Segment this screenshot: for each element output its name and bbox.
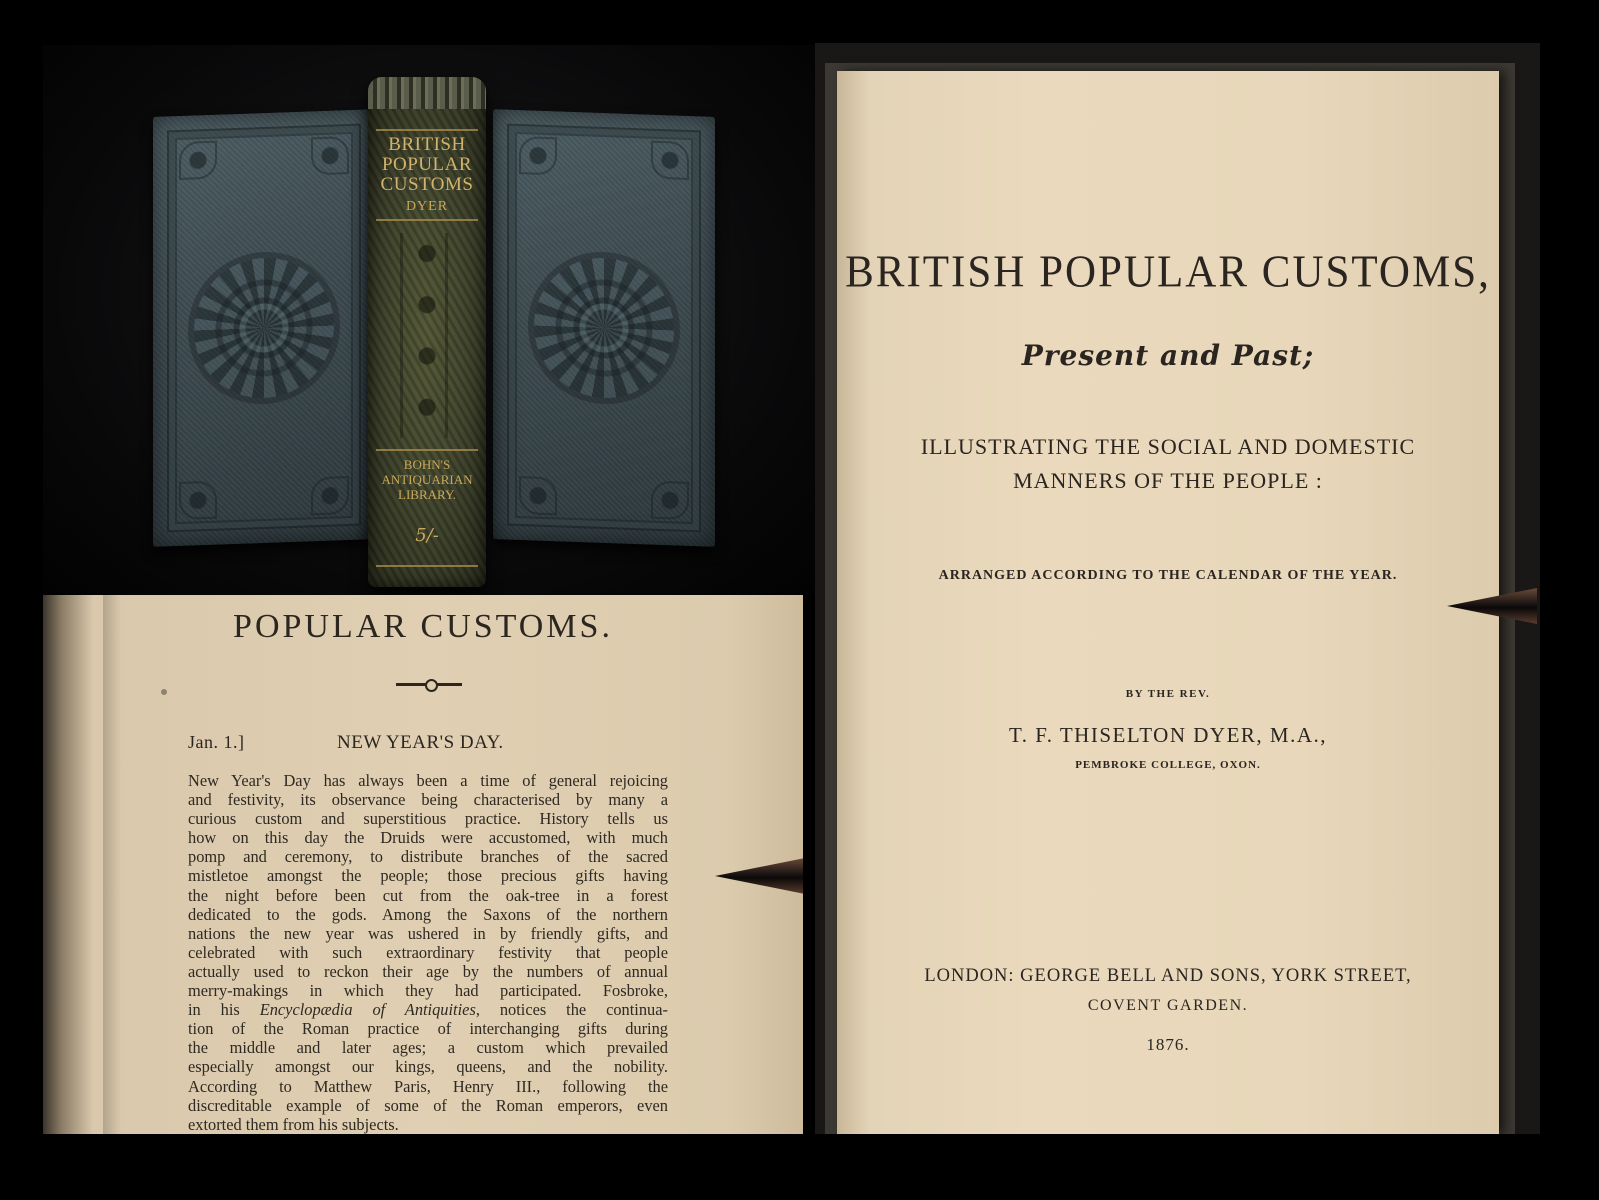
publisher-line-1: LONDON: GEORGE BELL AND SONS, YORK STREET, bbox=[924, 966, 1412, 986]
body-line: New Year's Day has always been a time of general rejoicing bbox=[188, 771, 668, 790]
pen-nib-pointer bbox=[715, 858, 803, 894]
date-mark: Jan. 1.] bbox=[188, 732, 245, 752]
body-line: pomp and ceremony, to distribute branches of the sacred bbox=[188, 847, 668, 867]
page-heading: POPULAR CUSTOMS. bbox=[233, 608, 613, 645]
author-college: PEMBROKE COLLEGE, OXON. bbox=[1075, 759, 1261, 771]
body-line: how on this day the Druids were accustomed, with much bbox=[188, 828, 668, 848]
body-line: dedicated to the gods. Among the Saxons of the northern bbox=[188, 904, 668, 924]
divider-ornament bbox=[396, 683, 462, 686]
by-line: BY THE REV. bbox=[1125, 688, 1211, 700]
spine-price: 5/- bbox=[415, 525, 439, 546]
book-spine bbox=[368, 77, 486, 587]
body-line: discreditable example of some of the Roman emperors, even bbox=[188, 1095, 668, 1115]
text-page-photo bbox=[43, 595, 803, 1134]
front-board bbox=[153, 109, 375, 547]
subtitle: Present and Past; bbox=[1021, 339, 1315, 372]
publication-year: 1876. bbox=[1146, 1035, 1190, 1054]
body-line: and festivity, its observance being characterised by many a bbox=[188, 790, 668, 810]
book-cover-photo bbox=[43, 45, 818, 595]
spine-ornament bbox=[382, 233, 472, 438]
body-line: mistletoe amongst the people; those precious gifts having bbox=[188, 866, 668, 886]
title-page-photo bbox=[815, 43, 1540, 1134]
main-title: BRITISH POPULAR CUSTOMS, bbox=[845, 247, 1491, 298]
spine-title: BRITISH POPULAR CUSTOMS bbox=[380, 134, 474, 195]
back-board bbox=[493, 109, 715, 547]
publisher-line-2: COVENT GARDEN. bbox=[1087, 997, 1249, 1014]
body-line: nations the new year was ushered in by friendly gifts, and bbox=[188, 923, 668, 943]
description-line-2: MANNERS OF THE PEOPLE : bbox=[1013, 468, 1323, 493]
arrangement-note: ARRANGED ACCORDING TO THE CALENDAR OF THE YEAR. bbox=[938, 568, 1398, 583]
frayed-spine-top bbox=[368, 77, 486, 109]
body-line: According to Matthew Paris, Henry III., following the bbox=[188, 1076, 668, 1096]
day-title: NEW YEAR'S DAY. bbox=[337, 732, 504, 753]
body-line: extorted them from his subjects. bbox=[188, 1114, 399, 1134]
body-line-with-italic: in his Encyclopædia of Antiquities, notices the continua- bbox=[188, 1000, 668, 1020]
body-text bbox=[188, 771, 668, 1134]
body-line: actually used to reckon their age by the numbers of annual bbox=[188, 961, 668, 981]
spine-library-label: BOHN'S ANTIQUARIAN LIBRARY. bbox=[381, 457, 473, 502]
body-line: the middle and later ages; a custom which prevailed bbox=[188, 1038, 668, 1058]
title-page-leaf bbox=[837, 71, 1499, 1134]
body-line: especially amongst our kings, queens, and the nobility. bbox=[188, 1057, 668, 1077]
body-line: curious custom and superstitious practice. History tells us bbox=[188, 809, 668, 829]
description-line-1: ILLUSTRATING THE SOCIAL AND DOMESTIC bbox=[920, 434, 1416, 459]
italic-title: Encyclopædia of Antiquities bbox=[259, 1000, 476, 1020]
body-line: tion of the Roman practice of interchanging gifts during bbox=[188, 1019, 668, 1039]
body-line: merry-makings in which they had participated. Fosbroke, bbox=[188, 981, 668, 1001]
spine-author: DYER bbox=[405, 199, 449, 214]
page-spot bbox=[161, 689, 167, 695]
body-line: celebrated with such extraordinary festivity that people bbox=[188, 942, 668, 962]
author-name: T. F. THISELTON DYER, M.A., bbox=[1008, 723, 1328, 747]
body-line: the night before been cut from the oak-tree in a forest bbox=[188, 885, 668, 905]
